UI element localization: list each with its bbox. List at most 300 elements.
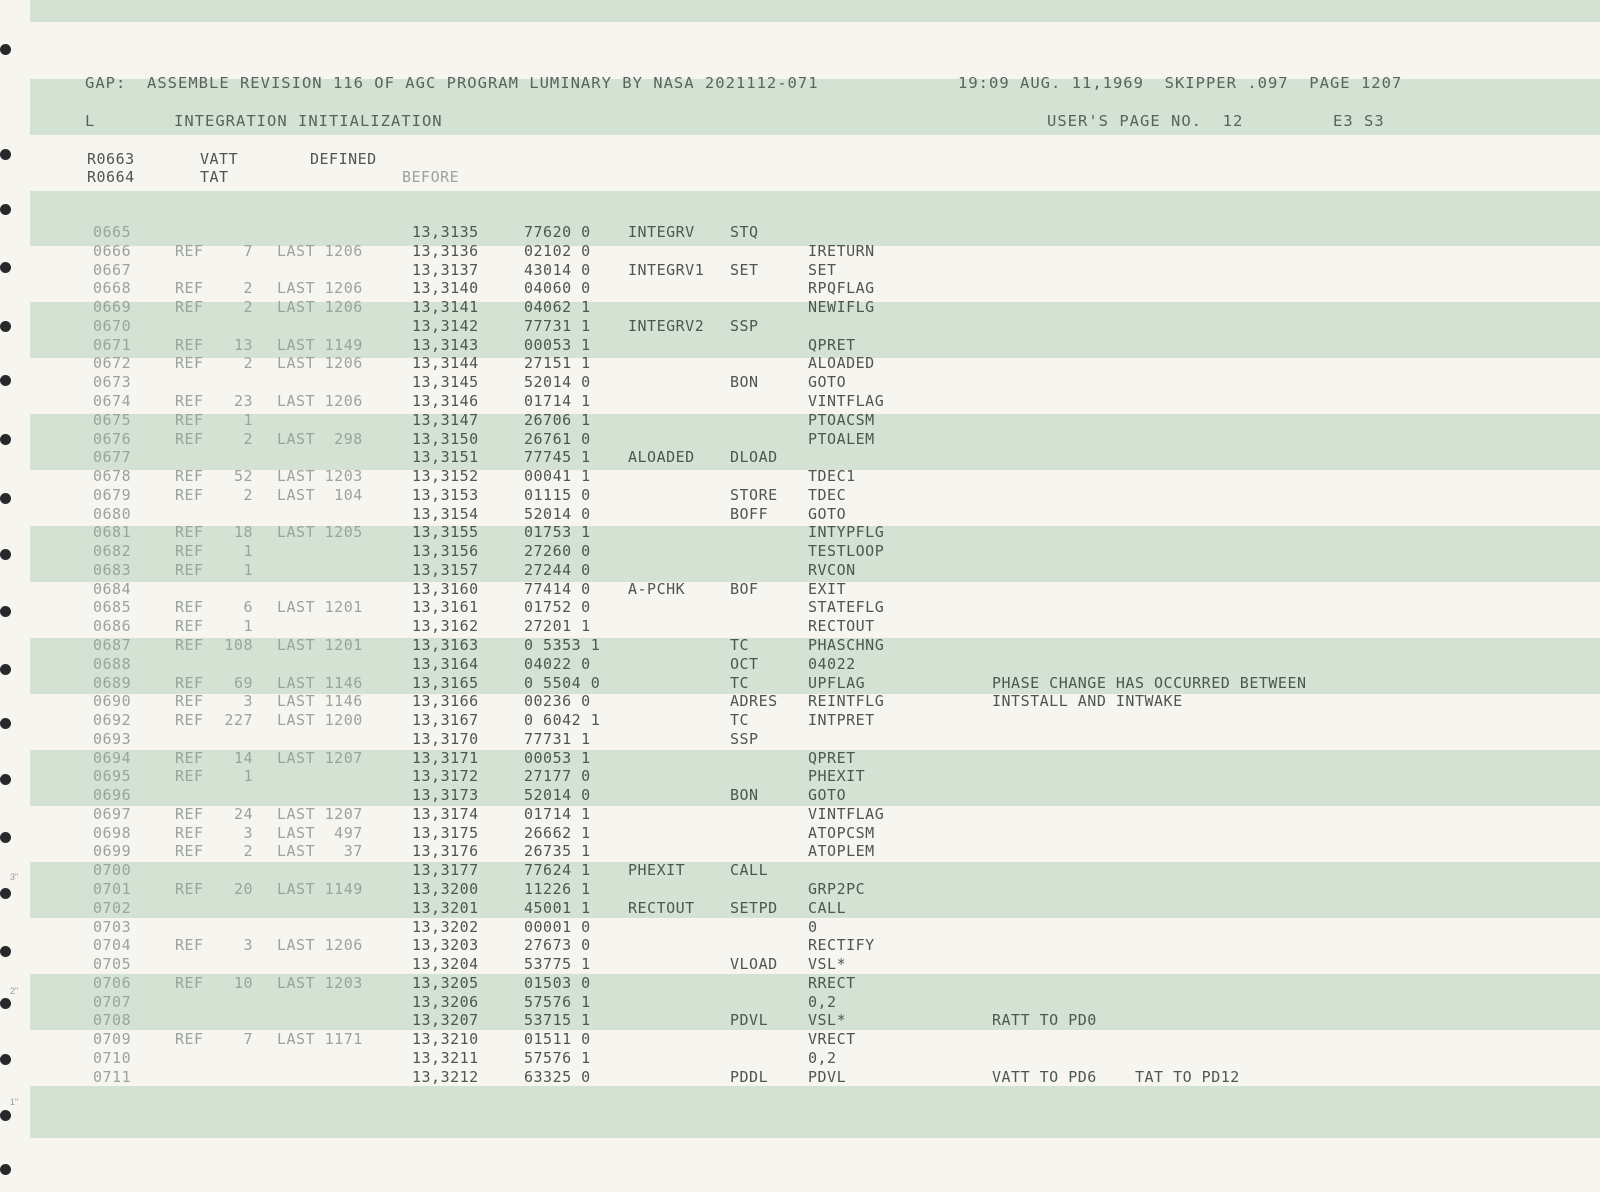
operand: GOTO — [808, 504, 847, 523]
tractor-feed-hole — [0, 664, 11, 675]
line-number: 0668 — [93, 279, 132, 298]
line-number: 0665 — [93, 223, 132, 241]
ref-marker: REF — [175, 804, 204, 823]
octal-word: 27244 0 — [524, 560, 591, 579]
octal-word: 52014 0 — [524, 373, 591, 392]
memory-address: 13,3174 — [412, 804, 479, 823]
operand: INTYPFLG — [808, 523, 885, 542]
operand: PDVL — [808, 1067, 847, 1086]
tractor-feed-hole — [0, 774, 11, 785]
octal-word: 04022 0 — [524, 654, 591, 673]
octal-word: 0 5504 0 — [524, 673, 601, 692]
comment: INTSTALL AND INTWAKE — [992, 692, 1183, 711]
octal-word: 57576 1 — [524, 992, 591, 1011]
line-number: 0702 — [93, 898, 132, 917]
memory-address: 13,3206 — [412, 992, 479, 1011]
ref-count: 1 — [243, 542, 253, 561]
opcode: PDDL — [730, 1067, 769, 1086]
opcode: SET — [730, 260, 759, 279]
octal-word: 00053 1 — [524, 748, 591, 767]
tractor-feed-hole — [0, 998, 11, 1009]
ref-marker: REF — [175, 635, 204, 654]
memory-address: 13,3173 — [412, 786, 479, 805]
operand: IRETURN — [808, 241, 875, 260]
ref-marker: REF — [175, 1030, 204, 1049]
last-page-ref: LAST 1149 — [277, 879, 363, 898]
ref-count: 6 — [243, 598, 253, 617]
octal-word: 04062 1 — [524, 298, 591, 317]
operand: PHASCHNG — [808, 635, 885, 654]
ref-count: 1 — [243, 617, 253, 636]
opcode: TC — [730, 673, 750, 692]
ref-marker: REF — [175, 410, 204, 429]
octal-word: 0 6042 1 — [524, 711, 601, 729]
line-number: 0695 — [93, 767, 132, 786]
operand: GRP2PC — [808, 879, 866, 898]
tractor-feed-hole — [0, 606, 11, 617]
octal-word: 00053 1 — [524, 335, 591, 354]
octal-word: 57576 1 — [524, 1048, 591, 1067]
ref-marker: REF — [175, 542, 204, 561]
operand: 0 — [808, 917, 818, 936]
line-number: 0676 — [93, 429, 132, 448]
tractor-feed-hole — [0, 375, 11, 386]
opcode: VLOAD — [730, 955, 778, 973]
operand: UPFLAG — [808, 673, 866, 692]
line-number: 0687 — [93, 635, 132, 654]
octal-word: 00001 0 — [524, 917, 591, 936]
line-number: 0698 — [93, 823, 132, 842]
memory-address: 13,3205 — [412, 973, 479, 992]
tractor-feed-hole — [0, 1110, 11, 1121]
tractor-feed-hole — [0, 718, 11, 729]
tractor-feed-hole — [0, 549, 11, 560]
memory-address: 13,3172 — [412, 767, 479, 786]
instruction-label: INTEGRV1 — [628, 260, 705, 279]
operand: TDEC1 — [808, 467, 856, 485]
line-number: 0711 — [93, 1067, 132, 1086]
memory-address: 13,3146 — [412, 391, 479, 410]
ref-count: 24 — [233, 804, 253, 823]
octal-word: 52014 0 — [524, 504, 591, 523]
line-number: 0701 — [93, 879, 132, 898]
line-number: 0679 — [93, 485, 132, 504]
definition-row — [0, 168, 460, 187]
last-page-ref: LAST 1206 — [277, 354, 363, 373]
octal-word: 27260 0 — [524, 542, 591, 561]
edge-ruler-mark: 3" — [10, 872, 19, 882]
ref-count: 3 — [243, 936, 253, 955]
opcode: STQ — [730, 223, 759, 241]
tractor-feed-hole — [0, 434, 11, 445]
line-number: 0667 — [93, 260, 132, 279]
octal-word: 04060 0 — [524, 279, 591, 298]
line-number: 0699 — [93, 842, 132, 861]
operand: NEWIFLG — [808, 298, 875, 317]
ref-count: 1 — [243, 560, 253, 579]
line-number: 0680 — [93, 504, 132, 523]
last-page-ref: LAST 1171 — [277, 1030, 363, 1049]
last-page-ref: LAST 1207 — [277, 748, 363, 767]
operand: PTOACSM — [808, 410, 875, 429]
ref-count: 7 — [243, 241, 253, 260]
memory-address: 13,3207 — [412, 1011, 479, 1030]
operand: 0,2 — [808, 992, 837, 1011]
ref-count: 2 — [243, 354, 253, 373]
octal-word: 53775 1 — [524, 955, 591, 973]
ref-marker: REF — [175, 823, 204, 842]
ref-count: 14 — [233, 748, 253, 767]
last-page-ref: LAST 1206 — [277, 298, 363, 317]
opcode: ADRES — [730, 692, 778, 711]
octal-word: 52014 0 — [524, 786, 591, 805]
tractor-feed-hole — [0, 1164, 11, 1175]
memory-address: 13,3141 — [412, 298, 479, 317]
octal-word: 27177 0 — [524, 767, 591, 786]
memory-address: 13,3163 — [412, 635, 479, 654]
line-number: 0673 — [93, 373, 132, 392]
octal-word: 01714 1 — [524, 804, 591, 823]
memory-address: 13,3164 — [412, 654, 479, 673]
ref-count: 227 — [224, 711, 253, 729]
operand: 04022 — [808, 654, 856, 673]
memory-address: 13,3155 — [412, 523, 479, 542]
last-page-ref: LAST 1206 — [277, 936, 363, 955]
operand: CALL — [808, 898, 847, 917]
opcode: BOF — [730, 579, 759, 598]
instruction-label: A-PCHK — [628, 579, 686, 598]
memory-address: 13,3212 — [412, 1067, 479, 1086]
memory-address: 13,3152 — [412, 467, 479, 485]
last-page-ref: LAST 37 — [277, 842, 363, 861]
line-number: 0709 — [93, 1030, 132, 1049]
operand: VSL* — [808, 955, 847, 973]
ref-marker: REF — [175, 767, 204, 786]
octal-word: 00236 0 — [524, 692, 591, 711]
section-line — [0, 112, 1385, 131]
opcode: TC — [730, 635, 750, 654]
tractor-feed-hole — [0, 832, 11, 843]
ref-marker: REF — [175, 598, 204, 617]
definition-name: VATT — [200, 150, 239, 168]
octal-word: 53715 1 — [524, 1011, 591, 1030]
last-page-ref: LAST 1203 — [277, 973, 363, 992]
instruction-label: PHEXIT — [628, 861, 686, 880]
comment: VATT TO PD6 TAT TO PD12 — [992, 1067, 1240, 1086]
last-page-ref: LAST 1206 — [277, 241, 363, 260]
last-page-ref: LAST 1146 — [277, 673, 363, 692]
memory-address: 13,3211 — [412, 1048, 479, 1067]
line-number: 0682 — [93, 542, 132, 561]
last-page-ref: LAST 1201 — [277, 598, 363, 617]
ref-count: 10 — [233, 973, 253, 992]
octal-word: 01714 1 — [524, 391, 591, 410]
ref-marker: REF — [175, 879, 204, 898]
memory-address: 13,3203 — [412, 936, 479, 955]
memory-address: 13,3210 — [412, 1030, 479, 1049]
line-number: 0688 — [93, 654, 132, 673]
ref-marker: REF — [175, 711, 204, 729]
line-number: 0708 — [93, 1011, 132, 1030]
definition-row — [0, 150, 377, 169]
last-page-ref: LAST 1203 — [277, 467, 363, 485]
ref-marker: REF — [175, 485, 204, 504]
green-bar-stripe — [30, 1086, 1600, 1138]
memory-address: 13,3151 — [412, 448, 479, 467]
operand: EXIT — [808, 579, 847, 598]
line-number: 0686 — [93, 617, 132, 636]
line-number: 0666 — [93, 241, 132, 260]
last-page-ref: LAST 1146 — [277, 692, 363, 711]
memory-address: 13,3142 — [412, 316, 479, 335]
ref-count: 1 — [243, 767, 253, 786]
operand: RVCON — [808, 560, 856, 579]
ref-marker: REF — [175, 748, 204, 767]
line-number: 0675 — [93, 410, 132, 429]
line-number: 0692 — [93, 711, 132, 729]
tractor-feed-hole — [0, 44, 11, 55]
ref-count: 2 — [243, 485, 253, 504]
line-number: 0681 — [93, 523, 132, 542]
operand: RPQFLAG — [808, 279, 875, 298]
ref-count: 1 — [243, 410, 253, 429]
ref-marker: REF — [175, 429, 204, 448]
memory-address: 13,3171 — [412, 748, 479, 767]
ref-count: 7 — [243, 1030, 253, 1049]
operand: ATOPLEM — [808, 842, 875, 861]
memory-address: 13,3147 — [412, 410, 479, 429]
assembly-title: GAP: ASSEMBLE REVISION 116 OF AGC PROGRAM LUMINARY BY NASA 2021112-071 — [85, 74, 819, 92]
memory-address: 13,3136 — [412, 241, 479, 260]
operand: INTPRET — [808, 711, 875, 729]
ref-marker: REF — [175, 692, 204, 711]
opcode: DLOAD — [730, 448, 778, 467]
line-number: 0670 — [93, 316, 132, 335]
comment: RATT TO PD0 — [992, 1011, 1097, 1030]
last-page-ref: LAST 1201 — [277, 635, 363, 654]
instruction-label: ALOADED — [628, 448, 695, 467]
definition-note-secondary: BEFORE — [402, 168, 460, 186]
memory-address: 13,3153 — [412, 485, 479, 504]
users-page-code: E3 S3 — [1333, 112, 1385, 130]
ref-marker: REF — [175, 391, 204, 410]
ref-marker: REF — [175, 936, 204, 955]
memory-address: 13,3160 — [412, 579, 479, 598]
memory-address: 13,3157 — [412, 560, 479, 579]
operand: PTOALEM — [808, 429, 875, 448]
octal-word: 01752 0 — [524, 598, 591, 617]
last-page-ref: LAST 1200 — [277, 711, 363, 729]
memory-address: 13,3170 — [412, 729, 479, 748]
last-page-ref: LAST 104 — [277, 485, 363, 504]
octal-word: 11226 1 — [524, 879, 591, 898]
last-page-ref: LAST 1206 — [277, 279, 363, 298]
octal-word: 00041 1 — [524, 467, 591, 485]
line-number: 0677 — [93, 448, 132, 467]
line-number: 0685 — [93, 598, 132, 617]
memory-address: 13,3167 — [412, 711, 479, 729]
octal-word: 02102 0 — [524, 241, 591, 260]
line-number: 0683 — [93, 560, 132, 579]
definition-id: R0663 — [87, 150, 135, 168]
tractor-feed-hole — [0, 888, 11, 899]
memory-address: 13,3140 — [412, 279, 479, 298]
octal-word: 27201 1 — [524, 617, 591, 636]
octal-word: 63325 0 — [524, 1067, 591, 1086]
definition-id: R0664 — [87, 168, 135, 186]
line-number: 0690 — [93, 692, 132, 711]
line-number: 0674 — [93, 391, 132, 410]
memory-address: 13,3201 — [412, 898, 479, 917]
octal-word: 77414 0 — [524, 579, 591, 598]
operand: GOTO — [808, 373, 847, 392]
line-number: 0672 — [93, 354, 132, 373]
ref-marker: REF — [175, 560, 204, 579]
octal-word: 77624 1 — [524, 861, 591, 880]
opcode: BON — [730, 786, 759, 805]
octal-word: 0 5353 1 — [524, 635, 601, 654]
line-number: 0696 — [93, 786, 132, 805]
octal-word: 01115 0 — [524, 485, 591, 504]
green-bar-stripe — [30, 0, 1600, 22]
memory-address: 13,3162 — [412, 617, 479, 636]
comment: PHASE CHANGE HAS OCCURRED BETWEEN — [992, 673, 1307, 692]
ref-count: 2 — [243, 279, 253, 298]
tractor-feed-hole — [0, 493, 11, 504]
memory-address: 13,3177 — [412, 861, 479, 880]
octal-word: 77731 1 — [524, 316, 591, 335]
ref-marker: REF — [175, 973, 204, 992]
ref-count: 20 — [233, 879, 253, 898]
opcode: STORE — [730, 485, 778, 504]
ref-count: 23 — [233, 391, 253, 410]
timestamp-page: 19:09 AUG. 11,1969 SKIPPER .097 PAGE 1207 — [958, 74, 1403, 92]
octal-word: 26662 1 — [524, 823, 591, 842]
ref-count: 52 — [233, 467, 253, 485]
header-line — [0, 74, 1403, 93]
memory-address: 13,3200 — [412, 879, 479, 898]
line-number: 0710 — [93, 1048, 132, 1067]
operand: GOTO — [808, 786, 847, 805]
ref-marker: REF — [175, 617, 204, 636]
last-page-ref: LAST 497 — [277, 823, 363, 842]
edge-ruler-mark: 2" — [10, 986, 19, 996]
octal-word: 26706 1 — [524, 410, 591, 429]
operand: VRECT — [808, 1030, 856, 1049]
ref-marker: REF — [175, 298, 204, 317]
definition-name: TAT — [200, 168, 229, 186]
line-number: 0684 — [93, 579, 132, 598]
operand: RECTOUT — [808, 617, 875, 636]
operand: SET — [808, 260, 837, 279]
ref-count: 2 — [243, 429, 253, 448]
ref-marker: REF — [175, 354, 204, 373]
ref-count: 2 — [243, 298, 253, 317]
octal-word: 01753 1 — [524, 523, 591, 542]
memory-address: 13,3135 — [412, 223, 479, 241]
ref-count: 2 — [243, 842, 253, 861]
operand: ATOPCSM — [808, 823, 875, 842]
opcode: TC — [730, 711, 750, 729]
definition-note: DEFINED — [310, 150, 377, 168]
ref-count: 69 — [233, 673, 253, 692]
octal-word: 45001 1 — [524, 898, 591, 917]
edge-ruler-mark: 1" — [10, 1097, 19, 1107]
ref-count: 13 — [233, 335, 253, 354]
tractor-feed-hole — [0, 1054, 11, 1065]
ref-marker: REF — [175, 467, 204, 485]
memory-address: 13,3150 — [412, 429, 479, 448]
ref-marker: REF — [175, 523, 204, 542]
memory-address: 13,3156 — [412, 542, 479, 561]
line-number: 0689 — [93, 673, 132, 692]
opcode: PDVL — [730, 1011, 769, 1030]
line-number: 0697 — [93, 804, 132, 823]
memory-address: 13,3143 — [412, 335, 479, 354]
line-number: 0703 — [93, 917, 132, 936]
opcode: OCT — [730, 654, 759, 673]
green-bar-stripe — [30, 191, 1600, 246]
memory-address: 13,3176 — [412, 842, 479, 861]
operand: QPRET — [808, 335, 856, 354]
operand: STATEFLG — [808, 598, 885, 617]
operand: RRECT — [808, 973, 856, 992]
operand: VINTFLAG — [808, 391, 885, 410]
last-page-ref: LAST 1149 — [277, 335, 363, 354]
octal-word: 26735 1 — [524, 842, 591, 861]
memory-address: 13,3204 — [412, 955, 479, 973]
section-title: INTEGRATION INITIALIZATION — [174, 112, 443, 130]
line-number: 0671 — [93, 335, 132, 354]
ref-count: 3 — [243, 823, 253, 842]
line-number: 0706 — [93, 973, 132, 992]
octal-word: 01511 0 — [524, 1030, 591, 1049]
ref-marker: REF — [175, 673, 204, 692]
octal-word: 27151 1 — [524, 354, 591, 373]
line-number: 0704 — [93, 936, 132, 955]
last-page-ref: LAST 1206 — [277, 391, 363, 410]
opcode: CALL — [730, 861, 769, 880]
operand: ALOADED — [808, 354, 875, 373]
instruction-label: INTEGRV2 — [628, 316, 705, 335]
section-letter: L — [85, 112, 96, 130]
ref-marker: REF — [175, 842, 204, 861]
last-page-ref: LAST 1207 — [277, 804, 363, 823]
operand: QPRET — [808, 748, 856, 767]
ref-count: 108 — [224, 635, 253, 654]
operand: TDEC — [808, 485, 847, 504]
instruction-label: RECTOUT — [628, 898, 695, 917]
octal-word: 27673 0 — [524, 936, 591, 955]
opcode: SSP — [730, 316, 759, 335]
tractor-feed-hole — [0, 946, 11, 957]
octal-word: 26761 0 — [524, 429, 591, 448]
ref-count: 18 — [233, 523, 253, 542]
octal-word: 77620 0 — [524, 223, 591, 241]
line-number: 0700 — [93, 861, 132, 880]
line-number: 0669 — [93, 298, 132, 317]
ref-marker: REF — [175, 241, 204, 260]
users-page-number: USER'S PAGE NO. 12 — [1047, 112, 1244, 130]
ref-count: 3 — [243, 692, 253, 711]
memory-address: 13,3166 — [412, 692, 479, 711]
ref-marker: REF — [175, 279, 204, 298]
operand: RECTIFY — [808, 936, 875, 955]
operand: PHEXIT — [808, 767, 866, 786]
opcode: SSP — [730, 729, 759, 748]
line-number: 0694 — [93, 748, 132, 767]
line-number: 0678 — [93, 467, 132, 485]
